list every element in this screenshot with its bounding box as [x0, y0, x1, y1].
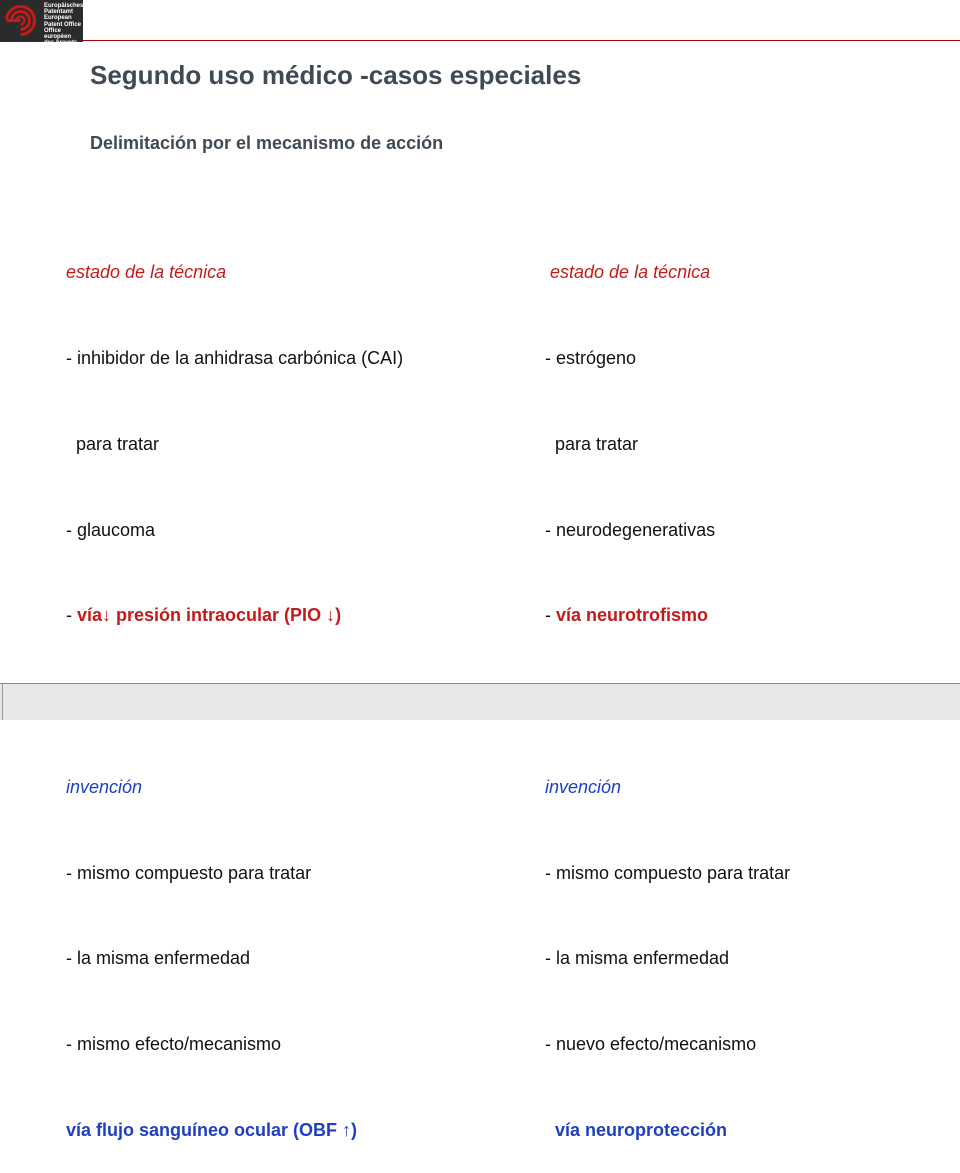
logo-line: Patent Office	[44, 21, 82, 28]
epo-logo-icon	[4, 4, 37, 37]
prior-art-mechanism: vía↓ presión intraocular (PIO ↓)	[77, 605, 342, 626]
invention-mechanism: vía flujo sanguíneo ocular (OBF ↑)	[66, 1120, 358, 1140]
prior-art-to-treat: para tratar	[66, 433, 160, 454]
prior-art-compound: - estrógeno	[545, 347, 637, 368]
slide-title: Segundo uso médico -casos especiales	[90, 60, 582, 90]
prior-art-disease: - neurodegenerativas	[545, 519, 716, 540]
prior-art-mechanism: vía neurotrofismo	[556, 605, 709, 626]
mechanism-dash: -	[66, 605, 77, 626]
invention-compound: - mismo compuesto para tratar	[545, 862, 791, 883]
logo-line: des brevets	[44, 40, 78, 47]
logo-line: Office européen	[44, 27, 72, 41]
footer-bar	[0, 683, 960, 720]
epo-logo	[0, 0, 84, 47]
epo-logo-text	[44, 3, 83, 46]
invention-disease: - la misma enfermedad	[66, 948, 251, 969]
invention-compound: - mismo compuesto para tratar	[66, 862, 312, 883]
invention-effect: - nuevo efecto/mecanismo	[545, 1034, 757, 1055]
prior-art-heading: estado de la técnica	[545, 262, 711, 283]
slide-subtitle: Delimitación por el mecanismo de acción	[90, 133, 444, 153]
invention-heading: invención	[545, 776, 622, 797]
invention-disease: - la misma enfermedad	[545, 948, 730, 969]
prior-art-heading: estado de la técnica	[66, 262, 227, 283]
header-rule	[83, 40, 960, 41]
footer-divider	[2, 684, 3, 720]
invention-heading: invención	[66, 776, 143, 797]
invention-mechanism: vía neuroprotección	[545, 1120, 728, 1140]
logo-line: Europäisches	[44, 3, 84, 9]
prior-art-disease: - glaucoma	[66, 519, 156, 540]
prior-art-compound: - inhibidor de la anhidrasa carbónica (CAI)	[66, 347, 404, 368]
logo-line: European	[44, 15, 72, 22]
mechanism-dash: -	[545, 605, 556, 626]
logo-line: Patentamt	[44, 9, 74, 16]
prior-art-to-treat: para tratar	[545, 433, 639, 454]
prior-art-mechanism-line	[66, 601, 403, 630]
invention-effect: - mismo efecto/mecanismo	[66, 1034, 282, 1055]
prior-art-mechanism-line	[545, 601, 790, 630]
